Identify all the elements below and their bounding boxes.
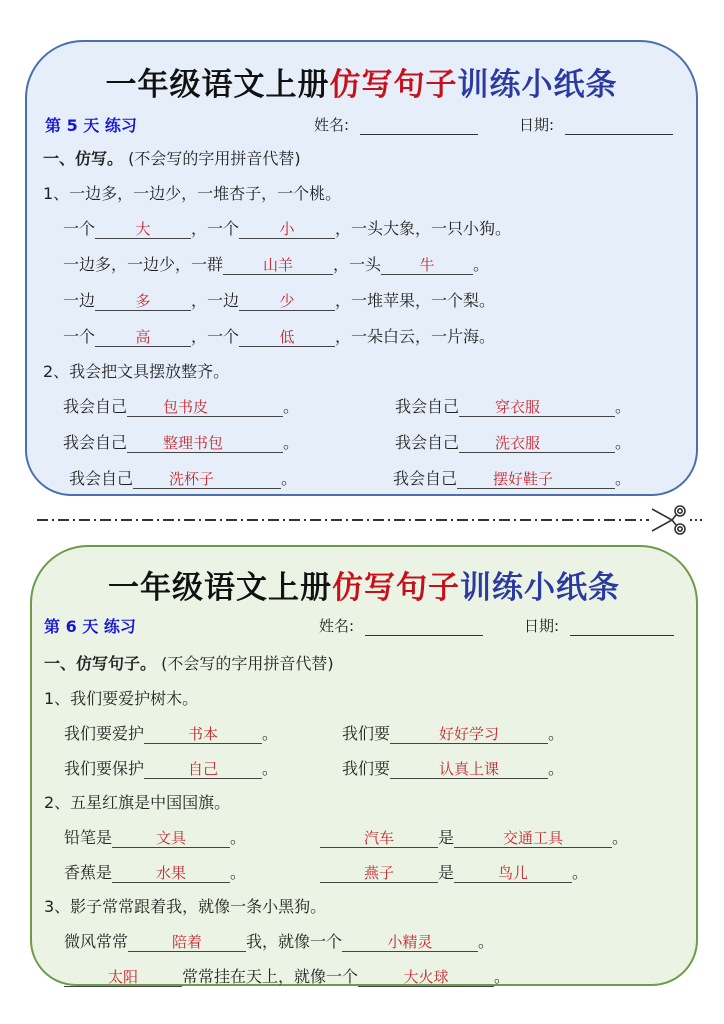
text: 我们要 bbox=[342, 759, 391, 778]
answer-blank[interactable]: 山羊 bbox=[223, 256, 333, 275]
q2-row-2-right bbox=[320, 860, 588, 883]
answer-blank[interactable]: 多 bbox=[95, 292, 191, 311]
answer-blank[interactable]: 大 bbox=[95, 220, 191, 239]
q1-row-3 bbox=[63, 288, 495, 311]
section-title: 一、仿写句子。 bbox=[44, 654, 157, 673]
name-field[interactable] bbox=[360, 116, 478, 135]
text: 铅笔是 bbox=[64, 828, 113, 847]
text: 一边多，一边少，一群 bbox=[63, 255, 224, 274]
text: 我会自己 bbox=[393, 469, 458, 488]
answer-blank[interactable]: 小 bbox=[239, 220, 335, 239]
text: 我会自己 bbox=[63, 433, 128, 452]
text: 一个 bbox=[63, 327, 96, 346]
section-heading bbox=[43, 146, 301, 169]
answer-blank[interactable]: 洗衣服 bbox=[459, 434, 615, 453]
answer-blank[interactable]: 包书皮 bbox=[127, 398, 283, 417]
cut-line-tail bbox=[690, 519, 704, 521]
text: 。 bbox=[230, 828, 247, 847]
q2-row-1-right bbox=[320, 825, 628, 848]
answer-blank[interactable]: 高 bbox=[95, 328, 191, 347]
text: 我们要 bbox=[342, 724, 391, 743]
section-note: (不会写的字用拼音代替) bbox=[128, 149, 301, 168]
q2-row-1-left bbox=[63, 394, 299, 417]
q1-row-1-left bbox=[64, 721, 278, 744]
title-part-slip: 训练小纸条 bbox=[457, 67, 618, 103]
answer-blank[interactable]: 洗杯子 bbox=[133, 470, 281, 489]
text: ，一堆苹果，一个梨。 bbox=[335, 291, 496, 310]
text: 。 bbox=[494, 967, 511, 986]
text: 。 bbox=[615, 469, 632, 488]
text: 微风常常 bbox=[64, 932, 129, 951]
day-label: 第 6 天 练习 bbox=[44, 617, 136, 636]
text: 我会自己 bbox=[69, 469, 134, 488]
q1-row-2-right bbox=[342, 756, 564, 779]
name-label: 姓名: bbox=[319, 617, 355, 635]
text: 一边 bbox=[63, 291, 96, 310]
text: 香蕉是 bbox=[64, 863, 113, 882]
q2-row-2-left bbox=[64, 860, 246, 883]
text: 。 bbox=[281, 469, 298, 488]
title-part-topic: 仿写句子 bbox=[329, 67, 458, 103]
text: ，一边 bbox=[191, 291, 240, 310]
text: ，一头 bbox=[333, 255, 382, 274]
answer-blank[interactable]: 汽车 bbox=[320, 829, 438, 848]
answer-blank[interactable]: 少 bbox=[239, 292, 335, 311]
answer-blank[interactable]: 穿衣服 bbox=[459, 398, 615, 417]
name-field[interactable] bbox=[365, 617, 483, 636]
title-part-slip: 训练小纸条 bbox=[460, 570, 620, 606]
question-3-prompt: 3、影子常常跟着我，就像一条小黑狗。 bbox=[44, 897, 327, 916]
answer-blank[interactable]: 鸟儿 bbox=[454, 864, 572, 883]
q2-row-2-right bbox=[395, 430, 631, 453]
practice-card-day-5 bbox=[25, 40, 698, 496]
text: 。 bbox=[283, 397, 300, 416]
text: 我会自己 bbox=[63, 397, 128, 416]
text: ，一个 bbox=[191, 327, 240, 346]
answer-blank[interactable]: 自己 bbox=[144, 760, 262, 779]
text: 我们要爱护 bbox=[64, 724, 145, 743]
practice-card-day-6 bbox=[30, 545, 698, 986]
answer-blank[interactable]: 太阳 bbox=[64, 968, 182, 987]
text: 我，就像一个 bbox=[246, 932, 343, 951]
answer-blank[interactable]: 牛 bbox=[381, 256, 473, 275]
q2-row-3-right bbox=[393, 466, 631, 489]
section-title: 一、仿写。 bbox=[43, 149, 124, 168]
question-1-prompt: 1、我们要爱护树木。 bbox=[44, 689, 199, 708]
answer-blank[interactable]: 文具 bbox=[112, 829, 230, 848]
q3-row-2 bbox=[64, 964, 510, 987]
q1-row-4 bbox=[63, 324, 495, 347]
answer-blank[interactable]: 低 bbox=[239, 328, 335, 347]
text: 。 bbox=[548, 724, 565, 743]
day-label: 第 5 天 练习 bbox=[45, 116, 137, 135]
text: 。 bbox=[473, 255, 490, 274]
text: 是 bbox=[438, 828, 455, 847]
answer-blank[interactable]: 燕子 bbox=[320, 864, 438, 883]
cut-line bbox=[37, 519, 649, 521]
q1-row-2-left bbox=[64, 756, 278, 779]
q2-row-1-right bbox=[395, 394, 631, 417]
answer-blank[interactable]: 大火球 bbox=[358, 968, 494, 987]
section-note: (不会写的字用拼音代替) bbox=[161, 654, 334, 673]
card-title bbox=[32, 562, 696, 607]
text: 我会自己 bbox=[395, 397, 460, 416]
text: 。 bbox=[615, 433, 632, 452]
answer-blank[interactable]: 小精灵 bbox=[342, 933, 478, 952]
section-heading bbox=[44, 651, 334, 674]
text: 是 bbox=[438, 863, 455, 882]
date-label: 日期: bbox=[519, 116, 555, 134]
text: 。 bbox=[615, 397, 632, 416]
answer-blank[interactable]: 整理书包 bbox=[127, 434, 283, 453]
title-part-grade: 一年级语文上册 bbox=[105, 67, 330, 103]
answer-blank[interactable]: 书本 bbox=[144, 725, 262, 744]
q3-row-1 bbox=[64, 929, 494, 952]
question-2-prompt: 2、五星红旗是中国国旗。 bbox=[44, 793, 231, 812]
q1-row-1-right bbox=[342, 721, 564, 744]
card-title bbox=[27, 59, 696, 104]
text: 一个 bbox=[63, 219, 96, 238]
answer-blank[interactable]: 水果 bbox=[112, 864, 230, 883]
text: 。 bbox=[548, 759, 565, 778]
text: ，一个 bbox=[191, 219, 240, 238]
text: 。 bbox=[262, 724, 279, 743]
answer-blank[interactable]: 陪着 bbox=[128, 933, 246, 952]
answer-blank[interactable]: 认真上课 bbox=[390, 760, 548, 779]
text: 我会自己 bbox=[395, 433, 460, 452]
text: 我们要保护 bbox=[64, 759, 145, 778]
q2-row-1-left bbox=[64, 825, 246, 848]
title-part-grade: 一年级语文上册 bbox=[108, 570, 332, 606]
name-label: 姓名: bbox=[314, 116, 350, 134]
q2-row-2-left bbox=[63, 430, 299, 453]
date-field[interactable] bbox=[570, 617, 674, 636]
text: 。 bbox=[230, 863, 247, 882]
text: 。 bbox=[572, 863, 589, 882]
text: 。 bbox=[478, 932, 495, 951]
text: 常常挂在天上，就像一个 bbox=[182, 967, 359, 986]
text: 。 bbox=[262, 759, 279, 778]
q1-row-2 bbox=[63, 252, 489, 275]
date-field[interactable] bbox=[565, 116, 673, 135]
date-label: 日期: bbox=[524, 617, 560, 635]
q1-row-1 bbox=[63, 216, 511, 239]
question-2-prompt: 2、我会把文具摆放整齐。 bbox=[43, 362, 230, 381]
question-1-prompt: 1、一边多，一边少，一堆杏子，一个桃。 bbox=[43, 184, 342, 203]
text: 。 bbox=[612, 828, 629, 847]
q2-row-3-left bbox=[69, 466, 297, 489]
title-part-topic: 仿写句子 bbox=[332, 570, 460, 606]
text: 。 bbox=[283, 433, 300, 452]
scissors-icon bbox=[650, 505, 690, 535]
answer-blank[interactable]: 好好学习 bbox=[390, 725, 548, 744]
text: ，一朵白云，一片海。 bbox=[335, 327, 496, 346]
answer-blank[interactable]: 交通工具 bbox=[454, 829, 612, 848]
text: ，一头大象，一只小狗。 bbox=[335, 219, 512, 238]
answer-blank[interactable]: 摆好鞋子 bbox=[457, 470, 615, 489]
